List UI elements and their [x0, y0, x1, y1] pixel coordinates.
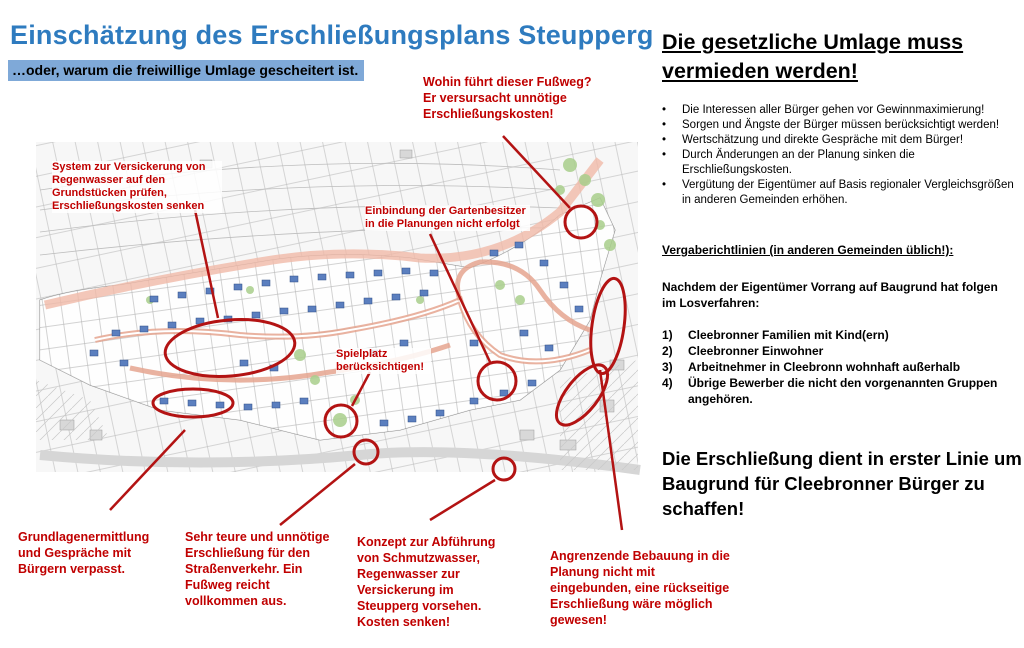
annotation-footpath-question: Wohin führt dieser Fußweg? Er versursacht unnötige Erschließungskosten! [423, 75, 592, 121]
priority-intro: Nachdem der Eigentümer Vorrang auf Baugrund hat folgen im Losverfahren: [662, 280, 998, 310]
annotation-garden-owners: Einbindung der Gartenbesitzer in die Planungen nicht erfolgt [365, 205, 530, 231]
list-item: • Die Interessen aller Bürger gehen vor Gewinnmaximierung! [662, 103, 1022, 118]
list-item: • Sorgen und Ängste der Bürger müssen berücksichtigt werden! [662, 118, 1022, 133]
subtitle: …oder, warum die freiwillige Umlage gescheitert ist. [8, 60, 364, 81]
right-heading: Die gesetzliche Umlage muss vermieden werden! [662, 30, 964, 83]
guidelines-title: Vergaberichtlinien (in anderen Gemeinden üblich!): [662, 243, 954, 257]
priority-list [662, 327, 1012, 407]
list-item: • Wertschätzung und direkte Gespräche mit dem Bürger! [662, 133, 1022, 148]
list-number: 1) [662, 328, 673, 342]
list-text: Cleebronner Einwohner [688, 344, 824, 358]
list-item: • Durch Änderungen an der Planung sinken die Erschließungskosten. [662, 148, 1022, 178]
list-number: 2) [662, 344, 673, 358]
list-text: Cleebronner Familien mit Kind(ern) [688, 328, 889, 342]
annotation-wastewater: Konzept zur Abführung von Schmutzwasser, Regenwasser zur Versickerung im Steupperg vorsehen. Kosten senken! [357, 535, 496, 629]
list-number: 3) [662, 360, 673, 374]
list-item [662, 327, 1012, 343]
principles-list [662, 103, 1022, 208]
list-text: Übrige Bewerber die nicht den vorgenannten Gruppen angehören. [688, 376, 998, 406]
annotation-expensive-roads: Sehr teure und unnötige Erschließung für den Straßenverkehr. Ein Fußweg reicht vollkommen aus. [185, 530, 330, 608]
list-item [662, 375, 1012, 407]
conclusion-text: Die Erschließung dient in erster Linie um Baugrund für Cleebronner Bürger zu schaffen! [662, 448, 1022, 519]
page-title: Einschätzung des Erschließungsplans Steupperg [10, 20, 654, 50]
list-item: • Vergütung der Eigentümer auf Basis regionaler Vergleichsgrößen in anderen Gemeinden erhöhen. [662, 178, 1022, 208]
annotation-seepage-system: System zur Versickerung von Regenwasser auf den Grundstücken prüfen, Erschließungskosten senken [52, 161, 222, 213]
annotation-playground: Spielplatz berücksichtigen! [336, 348, 431, 374]
list-number: 4) [662, 376, 673, 390]
annotation-basics: Grundlagenermittlung und Gespräche mit Bürgern verpasst. [18, 530, 150, 576]
list-text: Arbeitnehmer in Cleebronn wohnhaft außerhalb [688, 360, 961, 374]
list-item [662, 343, 1012, 359]
list-item [662, 359, 1012, 375]
annotation-adjacent-buildings: Angrenzende Bebauung in die Planung nicht mit eingebunden, eine rückseitige Erschließung wäre möglich gewesen! [550, 549, 730, 627]
